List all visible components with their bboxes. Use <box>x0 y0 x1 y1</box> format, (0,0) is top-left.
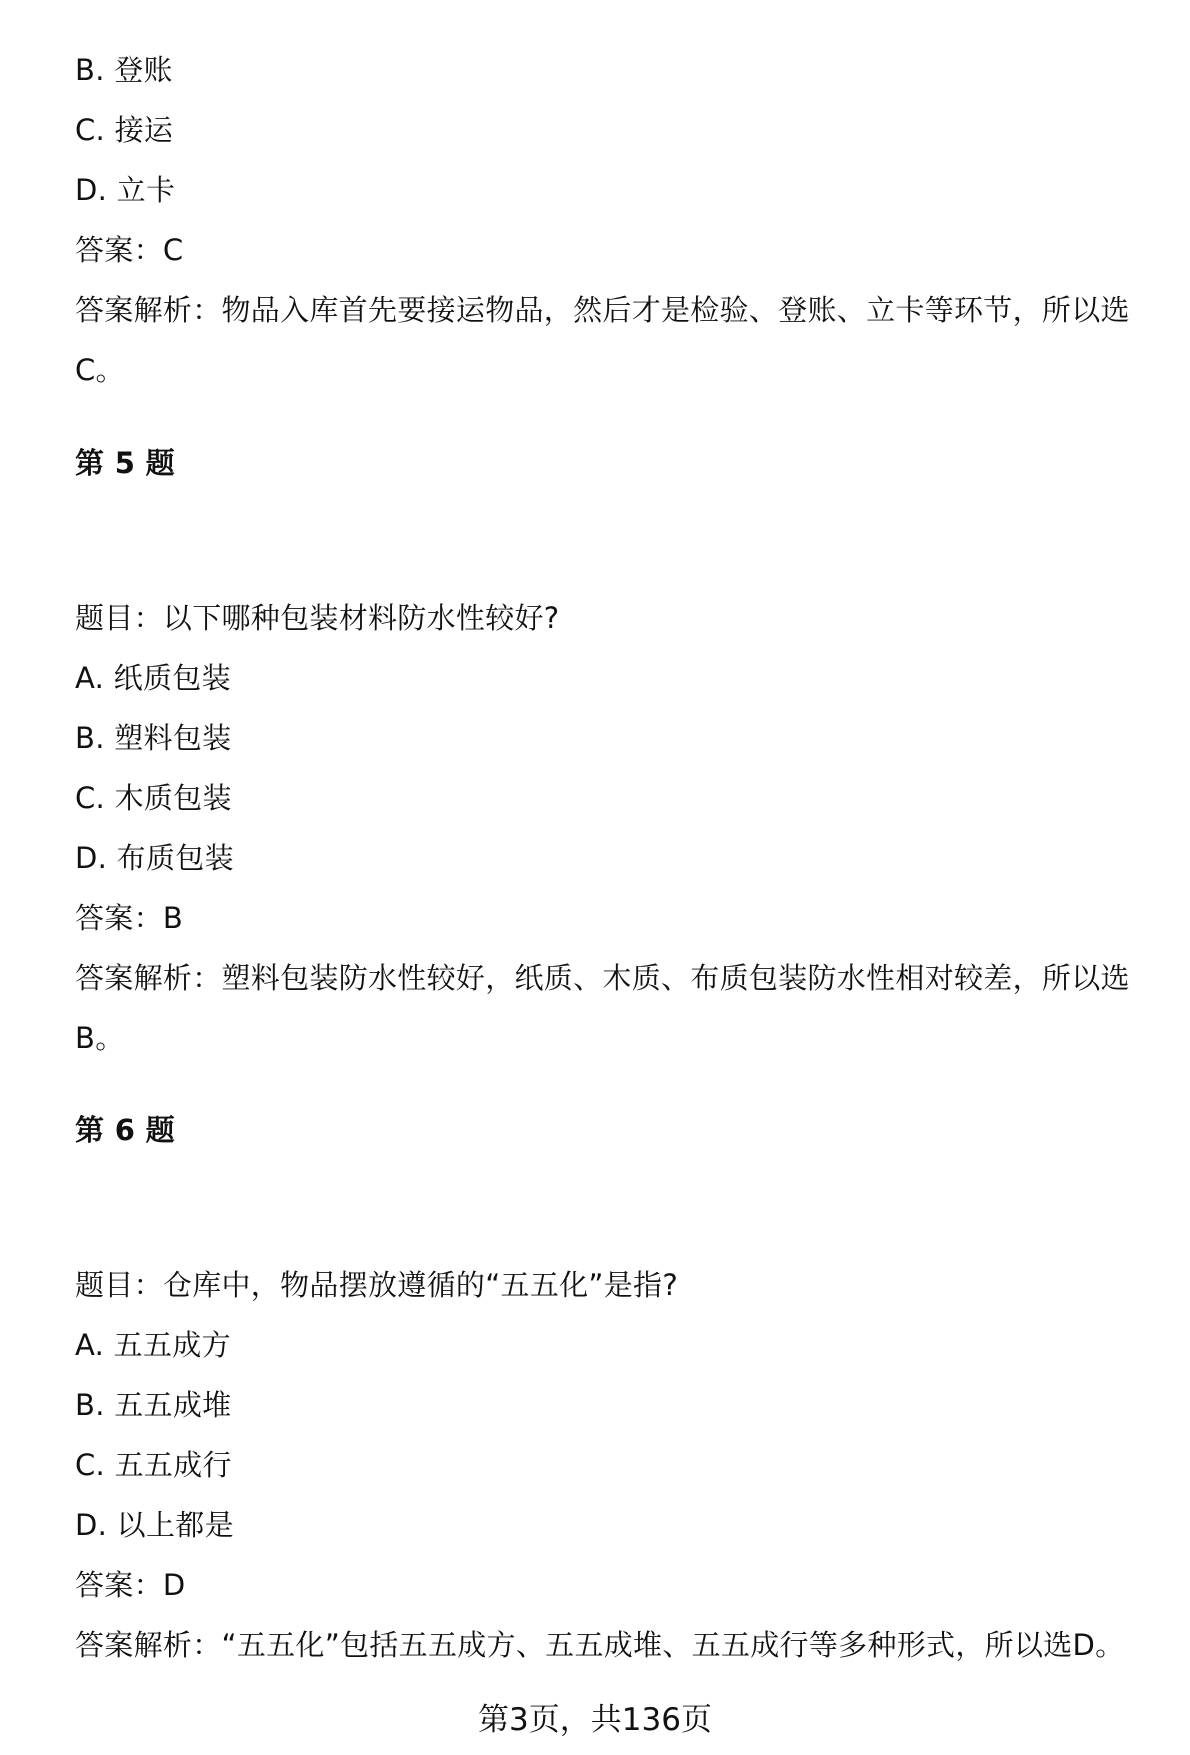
q6-answer: 答案：D <box>75 1568 186 1602</box>
q5-option-b: B. 塑料包装 <box>75 721 232 755</box>
q6-explanation-line1: 答案解析：“五五化”包括五五成方、五五成堆、五五成行等多种形式，所以选D。 <box>75 1628 1125 1662</box>
q5-explanation-line1: 答案解析：塑料包装防水性较好，纸质、木质、布质包装防水性相对较差，所以选 <box>75 961 1130 995</box>
q5-option-a: A. 纸质包装 <box>75 661 231 695</box>
q4-option-c: C. 接运 <box>75 113 174 147</box>
q5-option-c: C. 木质包装 <box>75 781 232 815</box>
q4-explanation-line2: C。 <box>75 353 125 387</box>
q5-question: 题目：以下哪种包装材料防水性较好? <box>75 601 560 635</box>
q6-option-a: A. 五五成方 <box>75 1328 231 1362</box>
q5-answer: 答案：B <box>75 901 184 935</box>
q5-explanation-line2: B。 <box>75 1021 125 1055</box>
page-number: 第3页，共136页 <box>478 1702 712 1738</box>
q4-option-b: B. 登账 <box>75 53 173 87</box>
q6-heading: 第 6 题 <box>75 1113 175 1147</box>
q6-option-c: C. 五五成行 <box>75 1448 232 1482</box>
q4-answer: 答案：C <box>75 233 184 267</box>
q4-explanation-line1: 答案解析：物品入库首先要接运物品，然后才是检验、登账、立卡等环节，所以选 <box>75 293 1130 327</box>
q6-option-d: D. 以上都是 <box>75 1508 234 1542</box>
q4-option-d: D. 立卡 <box>75 173 176 207</box>
q6-option-b: B. 五五成堆 <box>75 1388 232 1422</box>
q5-heading: 第 5 题 <box>75 446 175 480</box>
q6-question: 题目：仓库中，物品摆放遵循的“五五化”是指? <box>75 1268 679 1302</box>
q5-option-d: D. 布质包装 <box>75 841 234 875</box>
